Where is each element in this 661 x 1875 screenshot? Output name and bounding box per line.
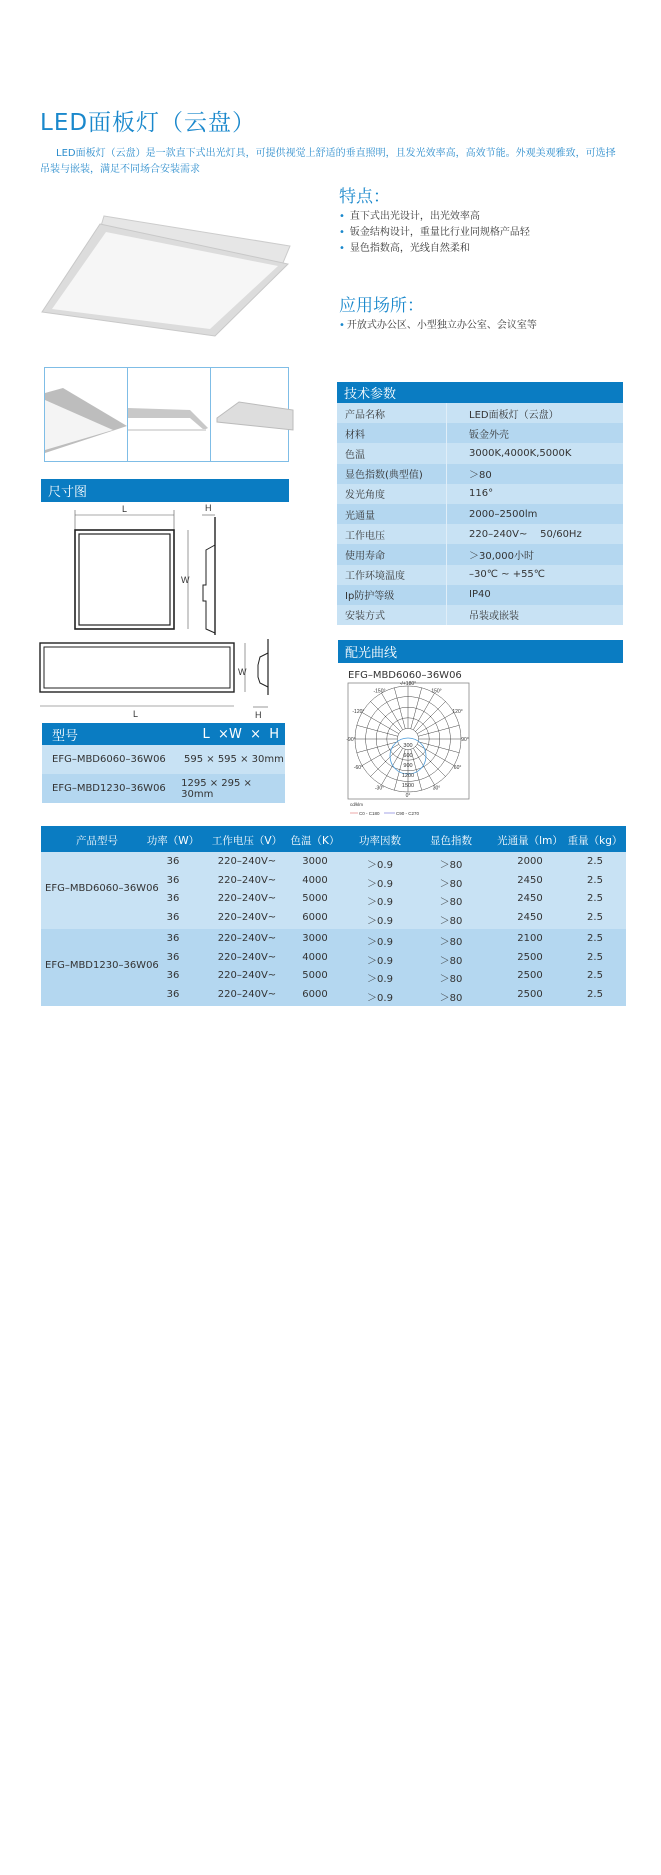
table-cell: 36 (166, 856, 180, 867)
table-cell: 220–240V~ (217, 970, 277, 981)
param-value: ＞80 (469, 470, 492, 482)
table-cell: 4000 (302, 951, 328, 963)
thumbnail-corner (45, 368, 128, 461)
tech-params-header: 技术参数 (337, 382, 623, 403)
table-cell: 36 (166, 970, 180, 981)
angle-label: 150° (431, 688, 442, 695)
model-name: EFG–MBD1230–36W06 (45, 960, 159, 971)
param-value: 116° (469, 488, 494, 500)
page-title: LED面板灯（云盘） (40, 110, 257, 136)
features-heading: 特点： (339, 187, 390, 207)
application-item: • 开放式办公区、小型独立办公室、会议室等 (339, 320, 537, 331)
param-value: 吊装或嵌装 (469, 611, 519, 623)
photometric-model: EFG–MBD6060–36W06 (348, 670, 462, 681)
table-cell: ＞80 (439, 992, 463, 1004)
detail-thumbnails (44, 367, 289, 462)
table-cell: ＞0.9 (367, 937, 393, 948)
table-cell: ＞0.9 (367, 878, 393, 890)
table-cell: 36 (166, 874, 180, 886)
radial-label: 1500 (401, 783, 415, 789)
model-group (41, 929, 626, 1006)
table-cell: 2.5 (587, 988, 603, 1000)
angle-label: 90° (461, 737, 469, 743)
param-value: 3000K,4000K,5000K (469, 447, 572, 459)
table-cell: 6000 (302, 988, 328, 1000)
param-name: 产品名称 (337, 403, 447, 423)
model-table-header (42, 723, 285, 745)
param-name: 光通量 (337, 504, 447, 524)
table-cell: 220–240V~ (217, 893, 277, 904)
feature-item: • 显色指数高，光线自然柔和 (339, 243, 470, 254)
table-cell: 2.5 (587, 933, 603, 944)
column-header: 重量（kg） (567, 835, 623, 847)
dimension-drawing (60, 505, 290, 720)
column-header: 工作电压（V） (211, 835, 283, 847)
table-row (42, 774, 285, 803)
angle-label: 0° (405, 793, 411, 799)
model-name: EFG–MBD6060–36W06 (45, 883, 159, 894)
features-list (339, 209, 530, 257)
model-dimension-table (42, 723, 285, 803)
table-cell: 6000 (302, 911, 328, 923)
photometric-header: 配光曲线 (338, 640, 623, 663)
tech-row (337, 565, 623, 585)
param-name: 发光角度 (337, 484, 447, 504)
dimension-header: 尺寸图 (41, 479, 289, 502)
table-cell: 2500 (517, 988, 543, 1000)
param-value: 2000–2500lm (469, 508, 538, 520)
dims-col-header: L ×W × H (202, 726, 279, 742)
param-name: 工作环境温度 (337, 565, 447, 585)
tech-params-table (337, 382, 623, 625)
table-cell: ＞80 (439, 860, 463, 871)
tech-row (337, 605, 623, 625)
table-cell: 2450 (517, 874, 543, 886)
radial-label: 900 (403, 763, 413, 769)
unit-label: cd/klm (350, 802, 364, 807)
polar-curve-chart (348, 683, 470, 823)
table-cell: ＞80 (439, 878, 463, 890)
dim-l-label-2: L (133, 709, 139, 719)
model-name: EFG–MBD6060–36W06 (52, 754, 166, 765)
table-cell: 220–240V~ (217, 951, 277, 963)
param-name: 材料 (337, 423, 447, 443)
param-name: 安装方式 (337, 605, 447, 625)
table-cell: 2.5 (587, 874, 603, 886)
table-cell: ＞80 (439, 937, 463, 948)
tech-row (337, 484, 623, 504)
radial-label: 600 (403, 753, 413, 759)
param-name: 色温 (337, 443, 447, 463)
table-cell: 5000 (302, 970, 328, 981)
column-header: 光通量（lm） (497, 835, 563, 847)
tech-row (337, 524, 623, 544)
dim-h-label-2: H (255, 710, 262, 720)
angle-label: 120° (452, 709, 463, 715)
intro-text: LED面板灯（云盘）是一款直下式出光灯具，可提供视觉上舒适的垂直照明，且发光效率高，高效节能。外观美观雅致，可选择吊装与嵌装，满足不同场合安装需求 (40, 148, 616, 175)
tech-row (337, 443, 623, 463)
param-name: 工作电压 (337, 524, 447, 544)
feature-item: • 钣金结构设计，重量比行业同规格产品轻 (339, 227, 530, 238)
table-cell: 2450 (517, 911, 543, 923)
param-name: 显色指数(典型值) (337, 464, 447, 484)
table-cell: ＞80 (439, 897, 463, 908)
feature-item: • 直下式出光设计，出光效率高 (339, 211, 480, 222)
table-cell: ＞0.9 (367, 992, 393, 1004)
table-cell: 2.5 (587, 856, 603, 867)
table-cell: 220–240V~ (217, 933, 277, 944)
model-group (41, 852, 626, 929)
model-col-header: 型号 (52, 728, 79, 744)
table-cell: 36 (166, 893, 180, 904)
angle-label: 30° (432, 785, 441, 792)
table-cell: 2100 (517, 933, 543, 944)
table-cell: 2450 (517, 893, 543, 904)
column-header: 功率因数 (359, 835, 401, 847)
param-value: 钣金外壳 (469, 429, 509, 441)
table-cell: 2.5 (587, 951, 603, 963)
table-cell: ＞80 (439, 955, 463, 967)
product-image (40, 212, 295, 337)
param-value: –30℃ ~ +55℃ (469, 569, 546, 581)
table-cell: 220–240V~ (217, 856, 277, 867)
angle-label: -/+180° (399, 681, 417, 687)
param-value: LED面板灯（云盘） (469, 409, 559, 421)
angle-label: 60° (453, 765, 462, 771)
model-dims: 595 × 595 × 30mm (184, 754, 284, 765)
table-cell: 5000 (302, 893, 328, 904)
table-cell: ＞0.9 (367, 955, 393, 967)
column-header: 色温（K） (290, 835, 340, 847)
tech-row (337, 423, 623, 443)
table-cell: 2500 (517, 951, 543, 963)
angle-label: -90° (346, 737, 356, 743)
dim-h-label: H (205, 503, 212, 513)
angle-label: -120° (352, 709, 365, 715)
param-value: ＞30,000小时 (469, 550, 534, 562)
thumbnail-edge (128, 368, 211, 461)
dim-w-label: W (181, 575, 190, 585)
table-cell: ＞0.9 (367, 897, 393, 908)
radial-label: 300 (403, 743, 413, 749)
tech-row (337, 544, 623, 564)
table-cell: ＞0.9 (367, 915, 393, 927)
table-cell: ＞0.9 (367, 860, 393, 871)
angle-label: -60° (353, 765, 364, 771)
legend-c90: C90 - C270 (396, 811, 420, 816)
model-dims: 1295 × 295 × 30mm (181, 777, 252, 800)
table-cell: 2500 (517, 970, 543, 981)
tech-row (337, 585, 623, 605)
table-cell: 2.5 (587, 893, 603, 904)
radial-label: 1200 (401, 773, 415, 779)
tech-row (337, 504, 623, 524)
table-cell: 2.5 (587, 970, 603, 981)
table-cell: 36 (166, 988, 180, 1000)
table-cell: 3000 (302, 933, 328, 944)
spec-table (41, 826, 626, 1006)
dim-l-label: L (122, 504, 128, 514)
table-cell: 220–240V~ (217, 911, 277, 923)
table-cell: 2000 (517, 856, 543, 867)
column-header: 产品型号 (76, 835, 118, 847)
angle-label: -150° (373, 688, 386, 695)
tech-row (337, 403, 623, 423)
table-cell: ＞0.9 (367, 974, 393, 985)
column-header: 功率（W） (146, 835, 200, 847)
table-cell: ＞80 (439, 974, 463, 985)
param-name: 使用寿命 (337, 544, 447, 564)
param-name: Ip防护等级 (337, 585, 447, 605)
param-value: IP40 (469, 589, 491, 601)
table-cell: 36 (166, 951, 180, 963)
table-cell: 220–240V~ (217, 874, 277, 886)
table-cell: 36 (166, 933, 180, 944)
param-value: 220–240V~ 50/60Hz (469, 528, 582, 540)
tech-row (337, 464, 623, 484)
dim-w-label-2: W (238, 667, 247, 677)
table-cell: 4000 (302, 874, 328, 886)
table-row (42, 745, 285, 774)
thumbnail-side (211, 368, 293, 461)
table-cell: 3000 (302, 856, 328, 867)
table-cell: 2.5 (587, 911, 603, 923)
angle-label: -30° (374, 785, 385, 792)
spec-table-header (41, 826, 626, 852)
column-header: 显色指数 (430, 835, 472, 847)
table-cell: ＞80 (439, 915, 463, 927)
table-cell: 220–240V~ (217, 988, 277, 1000)
applications-heading: 应用场所： (339, 296, 424, 316)
model-name: EFG–MBD1230–36W06 (52, 783, 166, 794)
table-cell: 36 (166, 911, 180, 923)
legend-c0: C0 - C180 (359, 811, 380, 816)
